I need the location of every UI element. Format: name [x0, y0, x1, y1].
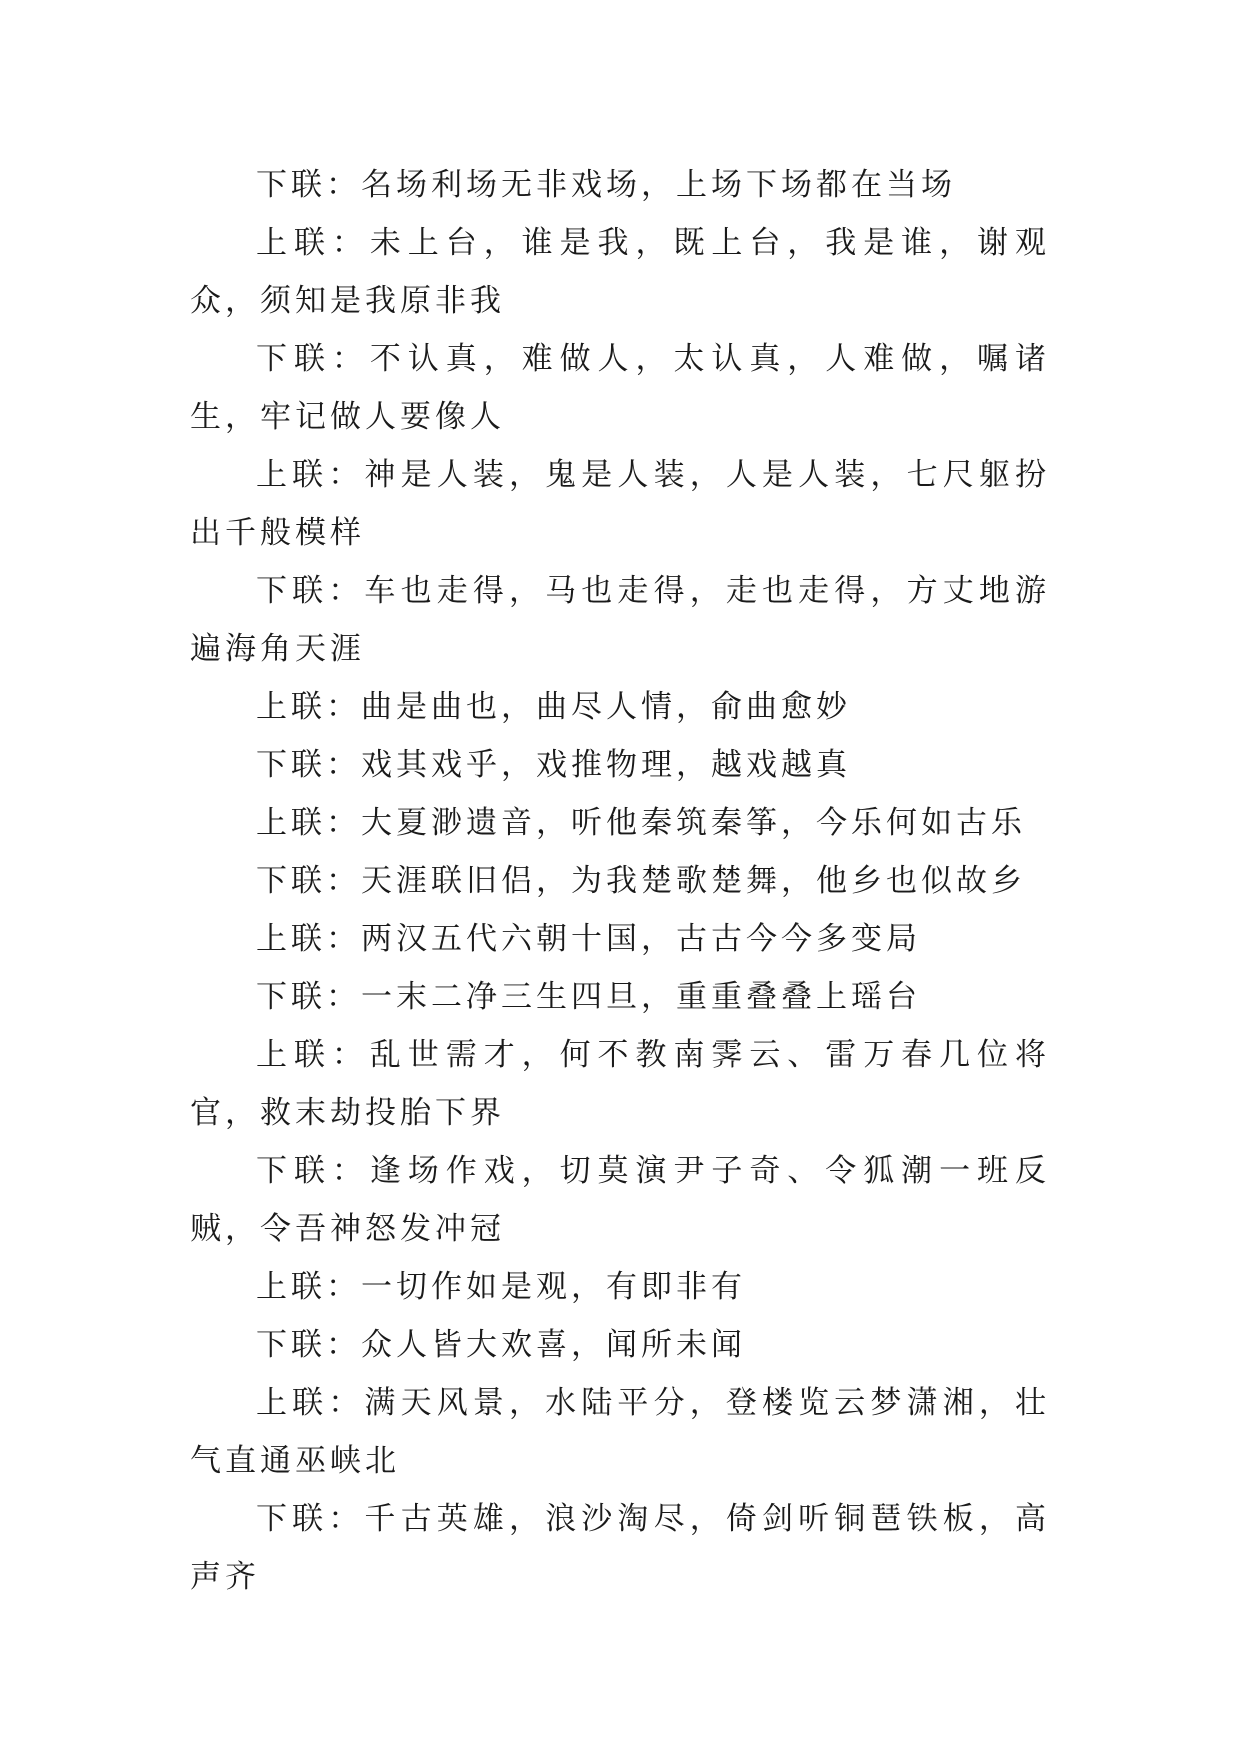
couplet-paragraph: 下联：逢场作戏，切莫演尹子奇、令狐潮一班反贼，令吾神怒发冲冠	[190, 1153, 1050, 1247]
couplet-paragraph: 上联：曲是曲也，曲尽人情，俞曲愈妙	[256, 689, 851, 725]
couplet-paragraph: 下联：天涯联旧侣，为我楚歌楚舞，他乡也似故乡	[256, 863, 1026, 899]
couplet-paragraph: 下联：众人皆大欢喜，闻所未闻	[256, 1327, 746, 1363]
couplet-paragraph: 上联：神是人装，鬼是人装，人是人装，七尺躯扮出千般模样	[190, 457, 1050, 551]
couplet-paragraph: 上联：满天风景，水陆平分，登楼览云梦潇湘，壮气直通巫峡北	[190, 1385, 1050, 1479]
couplet-paragraph: 上联：一切作如是观，有即非有	[256, 1269, 746, 1305]
couplet-paragraph: 下联：名场利场无非戏场，上场下场都在当场	[256, 167, 956, 203]
couplet-paragraph: 下联：不认真，难做人，太认真，人难做，嘱诸生，牢记做人要像人	[190, 341, 1050, 435]
couplet-paragraph: 上联：未上台，谁是我，既上台，我是谁，谢观众，须知是我原非我	[190, 225, 1050, 319]
couplet-paragraph: 上联：乱世需才，何不教南霁云、雷万春几位将官，救末劫投胎下界	[190, 1037, 1050, 1131]
couplet-paragraph: 上联：两汉五代六朝十国，古古今今多变局	[256, 921, 921, 957]
couplet-paragraph: 下联：戏其戏乎，戏推物理，越戏越真	[256, 747, 851, 783]
document-body	[190, 156, 1050, 1606]
couplet-paragraph: 下联：千古英雄，浪沙淘尽，倚剑听铜琶铁板，高声齐	[190, 1501, 1050, 1595]
couplet-paragraph: 上联：大夏渺遗音，听他秦筑秦筝，今乐何如古乐	[256, 805, 1026, 841]
couplet-paragraph: 下联：车也走得，马也走得，走也走得，方丈地游遍海角天涯	[190, 573, 1050, 667]
couplet-paragraph: 下联：一末二净三生四旦，重重叠叠上瑶台	[256, 979, 921, 1015]
